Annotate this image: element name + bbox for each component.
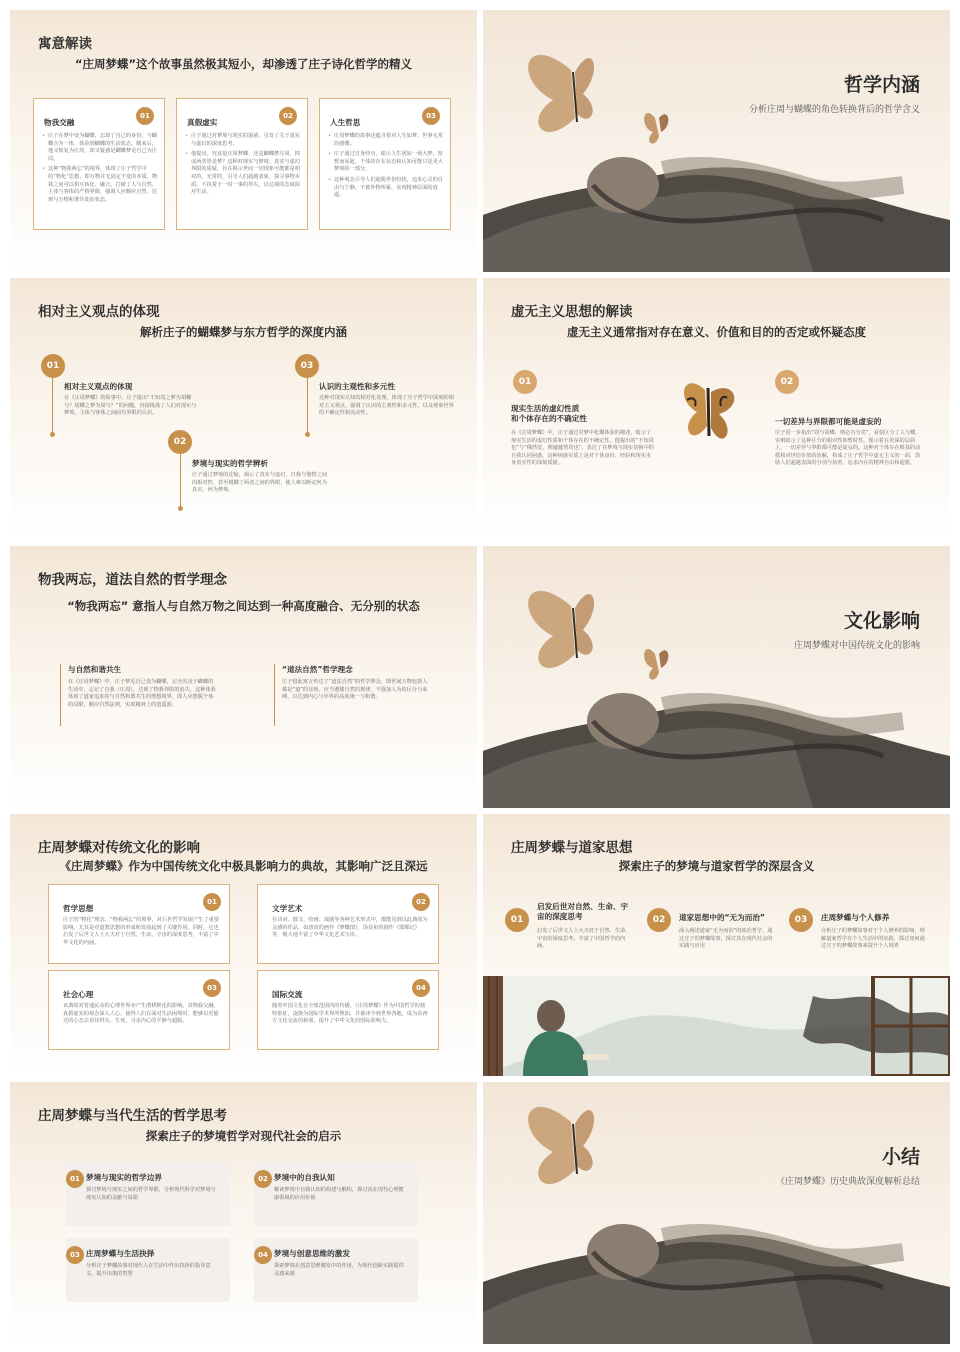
card-list — [328, 133, 444, 203]
card-item: • 他提出，究竟是庄周梦蝶，还是蝴蝶梦庄周，抑或两者皆是梦？这种对现实与梦境、真实与虚幻界限的质疑，旨在揭示世间一切现象可能都是相对的、无常的，引导人们超越表象，探寻事物本质，不执着于一时一事的得失，以达观的态度面对生活。 — [185, 151, 301, 197]
card-heading: 人生哲思 — [330, 118, 361, 127]
slide-subtitle: “物我两忘” 意指人与自然万物之间达到一种高度融合、无分别的状态 — [67, 599, 420, 613]
topic-card-4 — [254, 1238, 418, 1302]
item-heading: 一切差异与界限都可能是虚妄的 — [775, 417, 882, 426]
item-heading: 相对主义观点的体现 — [64, 382, 133, 391]
slide-subtitle: 探索庄子的梦境与道家哲学的深层含义 — [618, 859, 815, 873]
item-number: 02 — [775, 370, 799, 394]
card-list — [185, 133, 301, 200]
timeline-dot — [178, 506, 183, 511]
item-heading: 启发后世对自然、生命、宇宙的深度思考 — [537, 902, 629, 921]
slide-title: 小结 — [881, 1146, 920, 1168]
topic-card-1 — [66, 1162, 230, 1226]
item-number: 01 — [505, 908, 529, 932]
card-number: 01 — [203, 893, 221, 911]
card-item: • 庄周梦蝶的故事还蕴含着对人生如梦、世事无常的感慨。 — [328, 133, 444, 148]
sleeping-sage-illustration — [483, 10, 950, 272]
card-number: 03 — [203, 979, 221, 997]
slide-traditional-influence — [10, 814, 477, 1076]
card-heading: 真假虚实 — [187, 118, 218, 127]
item-heading: “道法自然”哲学理念 — [282, 665, 353, 674]
slide-title: 文化影响 — [843, 610, 920, 632]
slide-title: 庄周梦蝶与当代生活的哲学思考 — [38, 1108, 227, 1124]
scholar-reading-illustration — [483, 976, 950, 1076]
timeline-line — [180, 448, 181, 510]
card-item: • 这种“物我两忘”的境界，体现了庄子哲学中的“物化”思想，即万物并无固定不变的本质，物我之间可以相互转化、融合，打破了人与自然、主体与客体的严格界限，强调人应顺应自然，达到与万物和谐共处的状态。 — [42, 166, 158, 204]
accent-line — [274, 664, 275, 726]
slide-summary-cover — [483, 1082, 950, 1344]
card-number: 02 — [279, 107, 297, 125]
item-heading: 梦境与现实的哲学边界 — [86, 1173, 162, 1182]
item-text: 庄子借此寓言传达了“道法自然”的哲学理念，即世间万物包括人都是“道”的显现，应当遵循自然的规律，不强加人为的区分与束缚，以达到内心与外界的高度统一与和谐。 — [282, 679, 428, 701]
slide-title: 物我两忘，道法自然的哲学理念 — [38, 572, 227, 588]
butterfly-icon — [528, 55, 594, 132]
card-item: • 庄子通过自身经历，暗示人生犹如一场大梦，短暂而易逝，个体的存在状态和认知可能只是更大梦境的一部分。 — [328, 151, 444, 174]
item-text: 深入阐述道家“无为而治”的政治哲学，通过庄子的梦蝶故事，探讨其在现代社会的实践与应用 — [679, 928, 773, 950]
item-heading: 梦境与现实的哲学辨析 — [192, 459, 268, 468]
item-number: 03 — [66, 1246, 84, 1264]
item-text: 探讨梦境与现实之间的哲学界限，分析现代科学对梦境与现实认知的贡献与局限 — [86, 1187, 216, 1201]
item-text: 探索梦境在创意思维激发中的作用，为现代创新实践提供灵感来源 — [274, 1263, 404, 1277]
timeline-line — [307, 368, 308, 436]
card-item: • 庄子在梦中变为蝴蝶，忘却了自己的身份，与蝴蝶合为一体，体验到蝴蝶的生活状态。醒来后，他又恢复为庄周，却又疑惑是蝴蝶梦见自己为庄周。 — [42, 133, 158, 163]
slide-taoism — [483, 814, 950, 1076]
slide-subtitle: “庄周梦蝶”这个故事虽然极其短小，却渗透了庄子诗化哲学的精义 — [74, 57, 413, 71]
item-number: 03 — [295, 354, 319, 378]
card-heading: 物我交融 — [44, 118, 75, 127]
item-text: 这种对现实认知的相对化处理，体现了庄子哲学中深刻的相对主义观点，强调了认识的主观性和多元性，以及现象世界的不确定性和流动性。 — [319, 395, 454, 417]
item-heading: 道家思想中的“无为而治” — [679, 913, 765, 922]
slide-title: 虚无主义思想的解读 — [511, 304, 633, 320]
card-1 — [48, 884, 230, 964]
card-text: 在诗词、散文、绘画、戏剧等各种艺术形式中，都能见到以此典故为灵感的作品，如唐寅的画作《梦蝶图》，汤显祖的剧作《邯郸记》等，极大地丰富了中华文化艺术宝库。 — [272, 917, 428, 939]
slide-culture-cover — [483, 546, 950, 808]
small-butterfly-icon — [644, 113, 668, 144]
slide-subtitle: 庄周梦蝶对中国传统文化的影响 — [793, 641, 920, 651]
card-3 — [319, 98, 451, 230]
slide-title: 庄周梦蝶对传统文化的影响 — [38, 840, 200, 856]
small-butterfly-icon — [644, 649, 668, 680]
card-number: 01 — [136, 107, 154, 125]
item-text: 在《庄周梦蝶》中，庄子梦见自己变为蝴蝶，完全沉浸于蝴蝶的生活中，忘记了自我（庄周），达到了物我界限的消失。这种体验体现了道家追求的与自然和谐共生的理想境界，即人应摆脱个体的局限，顺应自然法则，实现精神上的逍遥游。 — [68, 679, 216, 708]
item-heading: 梦境与创意思维的激发 — [274, 1249, 350, 1258]
timeline-line — [52, 368, 53, 436]
item-text: 分析庄子梦蝶故事对现代人在生活中作出抉择的指导意义，提升决策的智慧 — [86, 1263, 211, 1277]
item-number: 02 — [254, 1170, 272, 1188]
card-heading: 哲学思想 — [63, 904, 94, 913]
slide-relativism — [10, 278, 477, 540]
topic-card-3 — [66, 1238, 230, 1302]
card-number: 02 — [412, 893, 430, 911]
card-2 — [257, 884, 439, 964]
slide-nihilism — [483, 278, 950, 540]
slide-unity-nature — [10, 546, 477, 808]
item-text: 在《庄周梦蝶》的故事中，庄子提出“不知周之梦为胡蝶与？胡蝶之梦为周与？”的问题，直接挑战了人们对现实与梦境、主体与客体之间固有界限的认识。 — [64, 395, 197, 417]
card-text: 庄子的“物化”理念、“物我两忘”的境界，对后世哲学发展产生了重要影响，尤其是对道教思想的形成和发展起到了关键作用。同时，它也启发了后世文人士大夫对于自然、生命、宇宙的深度思考，丰富了中华文化的内涵。 — [63, 917, 220, 946]
item-text: 庄子通过梦境的比喻，揭示了真实与虚幻、自我与他物之间的相对性，甚至模糊了两者之间的界限，使人难以断定何为真实，何为梦境。 — [192, 472, 327, 494]
slide-allegory — [10, 10, 477, 272]
item-heading: 与自然和谐共生 — [68, 665, 122, 674]
card-2 — [176, 98, 308, 230]
card-list — [42, 133, 158, 207]
slide-title: 庄周梦蝶与道家思想 — [511, 840, 633, 856]
item-heading: 梦境中的自我认知 — [274, 1173, 335, 1182]
item-number: 01 — [66, 1170, 84, 1188]
item-text: 解读梦境中自我认知的构建与解构，探讨其在现代心理健康领域的应用价值 — [274, 1187, 404, 1201]
card-heading: 文学艺术 — [272, 904, 303, 913]
card-4 — [257, 970, 439, 1050]
slide-philosophy-cover — [483, 10, 950, 272]
item-text: 启发了后世文人士大夫对于自然、生命、宇宙的深度思考，丰富了中国哲学的内涵。 — [537, 928, 631, 950]
card-1 — [33, 98, 165, 230]
item-heading: 庄周梦蝶与个人修养 — [821, 913, 890, 922]
slide-title: 寓意解读 — [38, 36, 92, 52]
card-3 — [48, 970, 230, 1050]
slide-title: 相对主义观点的体现 — [38, 304, 160, 320]
item-number: 04 — [254, 1246, 272, 1264]
timeline-dot — [50, 432, 55, 437]
item-number: 03 — [789, 908, 813, 932]
item-text: 庄子进一步指出“周与胡蝶，则必有分矣”，看似区分了人与蝶，实则暗示了这种区分的相对性和暂时性。预示着在更深的层面上，一切差异与界限都可能是虚妄的。这种对个体存在根基的动摇和对世俗价值的消解，构成了庄子哲学中虚无主义的一面，鼓励人们超越表面的分别与执着，追求内在的精神自由和超脱。 — [775, 430, 921, 467]
butterfly-icon — [528, 1107, 594, 1184]
item-heading: 现实生活的虚幻性质 和个体存在的不确定性 — [511, 404, 587, 423]
slide-subtitle: 《庄周梦蝶》作为中国传统文化中极具影响力的典故，其影响广泛且深远 — [59, 859, 428, 873]
slide-subtitle: 虚无主义通常指对存在意义、价值和目的的否定或怀疑态度 — [567, 325, 866, 339]
card-heading: 社会心理 — [63, 990, 94, 999]
sleeping-sage-illustration — [483, 546, 950, 808]
slide-subtitle: 《庄周梦蝶》历史典故深度解析总结 — [775, 1177, 920, 1187]
butterfly-icon — [528, 591, 594, 668]
slide-contemporary-life — [10, 1082, 477, 1344]
sleeping-sage-illustration — [483, 1082, 950, 1344]
card-item: • 这种观念引导人们超脱世俗纷扰，追求心灵的自由与宁静，不被外物所累，实现精神层面的逍遥。 — [328, 177, 444, 200]
item-number: 02 — [647, 908, 671, 932]
item-number: 01 — [513, 370, 537, 394]
card-number: 04 — [412, 979, 430, 997]
card-text: 该典故对普通民众的心理世界亦产生潜移默化的影响，其物我交融、真假虚实的观念深入人心，使得人们在面对生活困境时，能够以更豁达的心态去看待得失、生死，寻求内心的平静与超脱。 — [63, 1003, 219, 1025]
slide-subtitle: 探索庄子的梦境哲学对现代社会的启示 — [145, 1129, 342, 1143]
slide-subtitle: 分析庄周与蝴蝶的角色转换背后的哲学含义 — [748, 105, 920, 115]
item-number: 02 — [168, 430, 192, 454]
butterfly-icon — [675, 370, 745, 460]
card-heading: 国际交流 — [272, 990, 303, 999]
item-text: 分析庄子的梦蝶故事对于个人修养的影响，理解道家哲学在个人生活中的实践，探讨如何通过庄子的梦蝶故事来提升个人境界 — [821, 928, 925, 950]
item-heading: 庄周梦蝶与生活抉择 — [86, 1249, 155, 1258]
topic-card-2 — [254, 1162, 418, 1226]
timeline-dot — [305, 432, 310, 437]
item-heading: 认识的主观性和多元性 — [319, 382, 395, 391]
slide-title: 哲学内涵 — [843, 74, 920, 96]
card-text: 随着中国文化在全球范围内的传播，《庄周梦蝶》作为中国哲学的独特象征，逐渐为国际学术界所熟知，并被译介到世界各地，成为东西方文化交流的桥梁，提升了中华文化的国际影响力。 — [272, 1003, 428, 1025]
item-number: 01 — [41, 354, 65, 378]
slide-subtitle: 解析庄子的蝴蝶梦与东方哲学的深度内涵 — [140, 325, 347, 339]
card-number: 03 — [422, 107, 440, 125]
item-text: 在《庄周梦蝶》中，庄子通过对梦中化蝶体验的描述，暗示了现实生活的虚幻性质和个体存在的不确定性。他提出的“不知周也”与“俄然觉，则蘧蘧然周也”，表达了在梦境与现实切换中的自我认同困惑，这种困惑实质上是对个体身份、经验和现实本身真实性的深刻质疑。 — [511, 430, 654, 467]
card-item: • 庄子通过对梦境与现实的混淆，引发了关于真实与虚幻的深度思考。 — [185, 133, 301, 148]
accent-line — [60, 664, 61, 726]
